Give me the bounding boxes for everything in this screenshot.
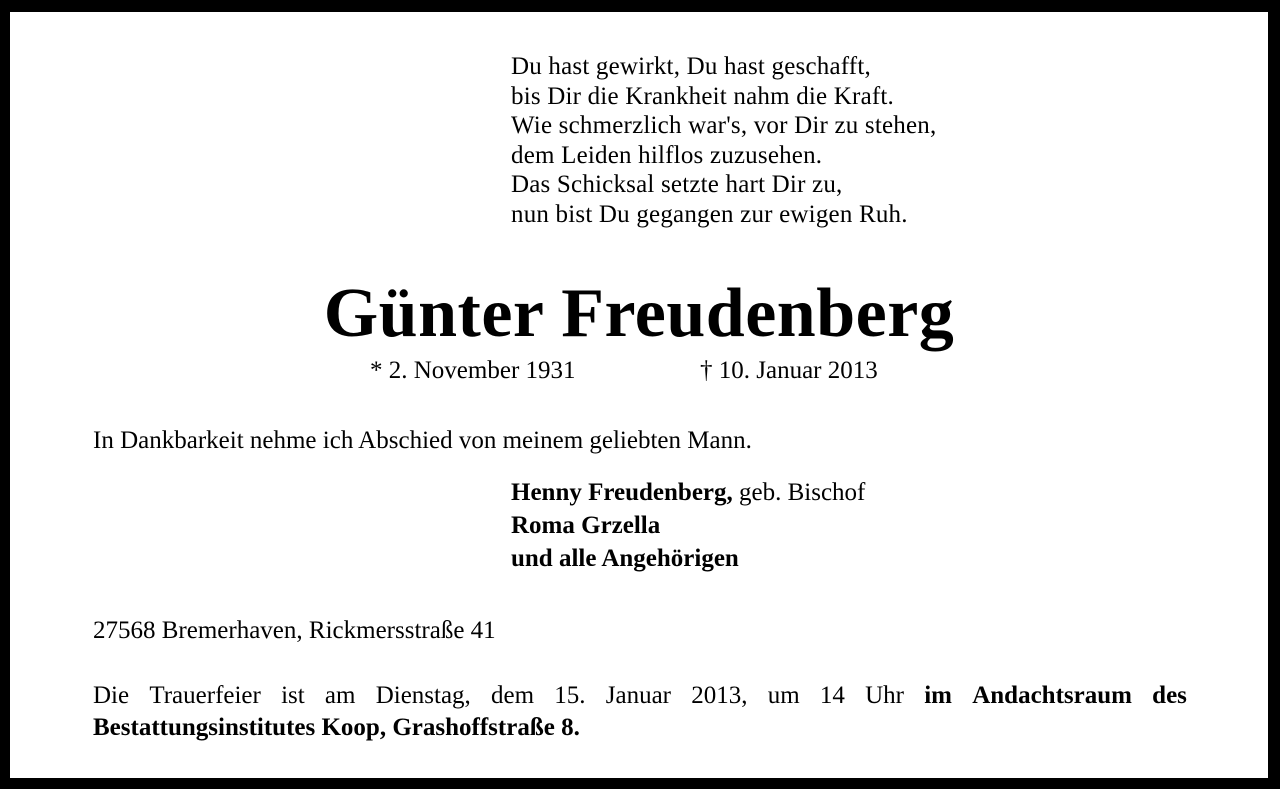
ceremony-word: am bbox=[324, 682, 356, 709]
poem-line: Wie schmerzlich war's, vor Dir zu stehen, bbox=[511, 112, 937, 139]
ceremony-word-bold: im bbox=[924, 682, 952, 709]
death-date: † 10. Januar 2013 bbox=[700, 357, 878, 384]
memorial-poem bbox=[511, 52, 936, 229]
ceremony-word: Uhr bbox=[865, 682, 904, 709]
funeral-ceremony-info bbox=[93, 680, 1187, 744]
ceremony-word: ist bbox=[281, 682, 305, 709]
poem-line: Das Schicksal setzte hart Dir zu, bbox=[511, 171, 843, 198]
ceremony-line-2: Bestattungsinstitutes Koop, Grashoffstraße 8. bbox=[93, 714, 580, 741]
ceremony-word-bold: Andachtsraum bbox=[972, 682, 1132, 709]
ceremony-word: dem bbox=[491, 682, 535, 709]
ceremony-word: um bbox=[767, 682, 800, 709]
ceremony-word: Januar bbox=[605, 682, 672, 709]
birth-date: * 2. November 1931 bbox=[370, 357, 576, 384]
mourner-others: und alle Angehörigen bbox=[511, 545, 739, 572]
ceremony-word: 2013, bbox=[691, 682, 748, 709]
mourner-spouse bbox=[511, 476, 865, 509]
ceremony-word: Trauerfeier bbox=[149, 682, 261, 709]
farewell-message: In Dankbarkeit nehme ich Abschied von meinem geliebten Mann. bbox=[93, 427, 752, 454]
mourners-list bbox=[511, 476, 865, 575]
ceremony-line-1 bbox=[93, 680, 1187, 712]
ceremony-word: 14 bbox=[819, 682, 845, 709]
poem-line: bis Dir die Krankheit nahm die Kraft. bbox=[511, 82, 894, 110]
deceased-name: Günter Freudenberg bbox=[323, 275, 955, 352]
family-address: 27568 Bremerhaven, Rickmersstraße 41 bbox=[93, 617, 496, 644]
poem-line: dem Leiden hilflos zuzusehen. bbox=[511, 141, 823, 169]
poem-line: Du hast gewirkt, Du hast geschafft, bbox=[511, 53, 871, 80]
ceremony-word: Die bbox=[93, 682, 130, 709]
mourner-spouse-name: Henny Freudenberg, bbox=[511, 479, 733, 506]
mourner-spouse-maiden-name: geb. Bischof bbox=[732, 479, 866, 506]
mourner-second: Roma Grzella bbox=[511, 512, 661, 539]
ceremony-word: 15. bbox=[554, 682, 586, 709]
poem-line: nun bist Du gegangen zur ewigen Ruh. bbox=[511, 200, 908, 228]
obituary-notice bbox=[10, 12, 1268, 778]
ceremony-word: Dienstag, bbox=[375, 682, 471, 709]
ceremony-word-bold: des bbox=[1152, 682, 1187, 709]
